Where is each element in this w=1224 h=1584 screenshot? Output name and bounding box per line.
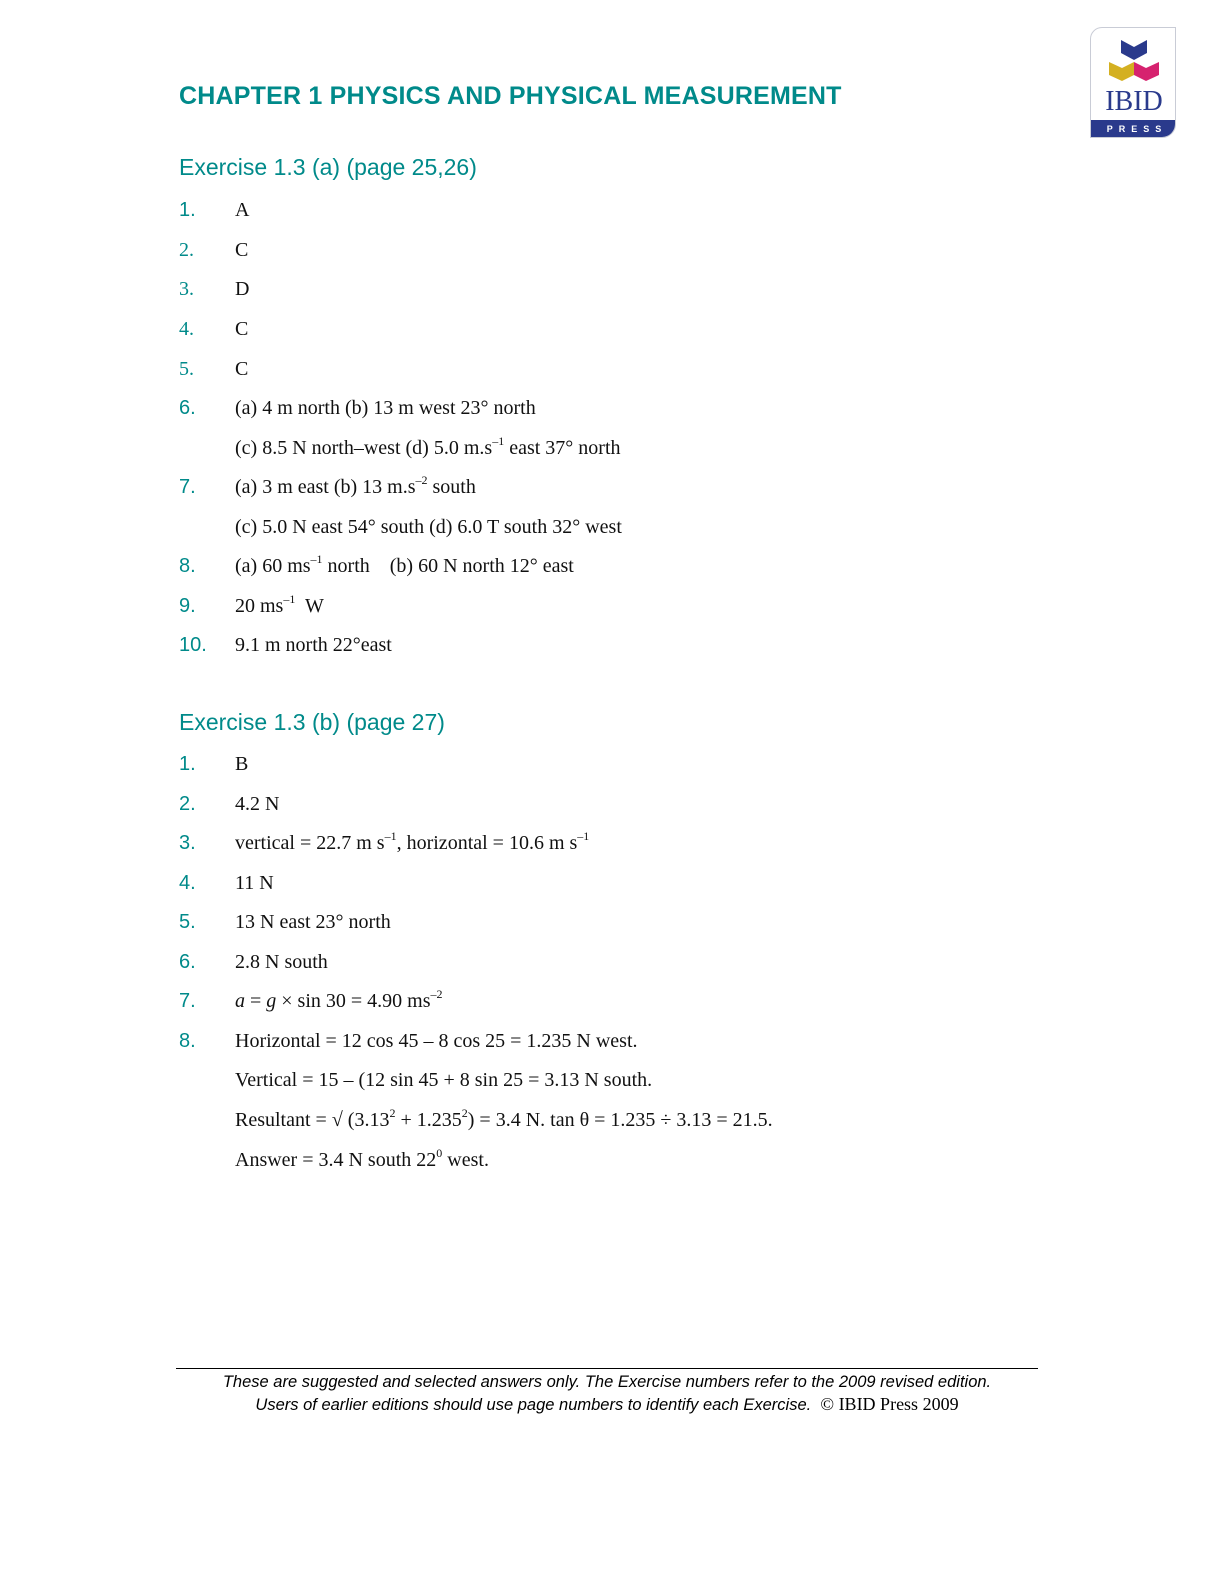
logo-band: PRESS: [1091, 120, 1176, 138]
answer-text: B: [235, 753, 249, 775]
question-number: 1.: [179, 753, 196, 775]
question-number: 8.: [179, 1030, 196, 1052]
question-number: 6.: [179, 397, 196, 419]
answer-text-continued: Vertical = 15 – (12 sin 45 + 8 sin 25 = 3.13 N south.: [235, 1069, 653, 1091]
section-heading-b: Exercise 1.3 (b) (page 27): [179, 709, 445, 735]
answer-text: (a) 60 $ms^{-1}$ north (b) 60 N north 12° east: [235, 552, 574, 577]
question-number: 2.: [179, 793, 196, 815]
question-number: 5.: [179, 358, 194, 380]
answer-text: vertical = 22.7 m $s^{-1}$, horizontal = 10.6 m $s^{-1}$: [235, 829, 590, 854]
answer-text-continued: (c) 8.5 N north–west (d) 5.0 $m.s^{-1}$ east 37° north: [235, 434, 621, 459]
question-number: 9.: [179, 595, 196, 617]
question-number: 10.: [179, 634, 207, 656]
answer-text: 20 $ms^{-1}$ W: [235, 592, 324, 617]
answer-text: Horizontal = 12 cos 45 – 8 cos 25 = 1.235 N west.: [235, 1030, 638, 1052]
question-number: 6.: [179, 951, 196, 973]
answer-text: 11 N: [235, 872, 274, 894]
question-number: 8.: [179, 555, 196, 577]
question-number: 1.: [179, 199, 196, 221]
logo-wordmark: IBID: [1105, 86, 1163, 117]
answer-text: C: [235, 358, 249, 380]
answer-text: C: [235, 239, 249, 261]
answer-text-continued: Resultant = √ $(3.13^2 + 1.235^2) = 3.4$ N. tan θ = 1.235 ÷ 3.13 = 21.5.: [235, 1106, 773, 1131]
answer-text: 13 N east 23° north: [235, 911, 391, 933]
answer-text: D: [235, 278, 250, 300]
answer-text: 9.1 m north 22°east: [235, 634, 392, 656]
section-heading-a: Exercise 1.3 (a) (page 25,26): [179, 154, 477, 180]
footer-divider: [176, 1368, 1038, 1369]
question-number: 4.: [179, 872, 196, 894]
question-number: 7.: [179, 990, 196, 1012]
question-number: 3.: [179, 832, 196, 854]
answer-text: 2.8 N south: [235, 951, 328, 973]
question-number: 4.: [179, 318, 194, 340]
question-number: 5.: [179, 911, 196, 933]
answer-text: A: [235, 199, 250, 221]
ibid-press-logo: [1090, 27, 1176, 138]
question-number: 3.: [179, 278, 194, 300]
answer-text: (a) 3 m east (b) 13 $m.s^{-2}$ south: [235, 473, 476, 498]
book-stack-icon: [1091, 28, 1176, 88]
answer-text: a = g × sin 30 = 4.90 $ms^{-2}$: [235, 987, 443, 1012]
answer-text: (a) 4 m north (b) 13 m west 23° north: [235, 397, 536, 419]
footer-note: Users of earlier editions should use page numbers to identify each Exercise. © IBID Press 2009: [255, 1394, 959, 1414]
answer-text-continued: (c) 5.0 N east 54° south (d) 6.0 T south 32° west: [235, 516, 622, 538]
question-number: 2.: [179, 239, 194, 261]
question-number: 7.: [179, 476, 196, 498]
chapter-title: CHAPTER 1 PHYSICS AND PHYSICAL MEASUREMENT: [179, 82, 842, 110]
footer-copyright: © IBID Press 2009: [820, 1394, 959, 1414]
footer-disclaimer: These are suggested and selected answers only. The Exercise numbers refer to the 2009 revised edition.: [222, 1373, 992, 1391]
answer-text: C: [235, 318, 249, 340]
answer-text: 4.2 N: [235, 793, 280, 815]
answer-text-continued: Answer = 3.4 N south $22^0$ west.: [235, 1146, 489, 1171]
